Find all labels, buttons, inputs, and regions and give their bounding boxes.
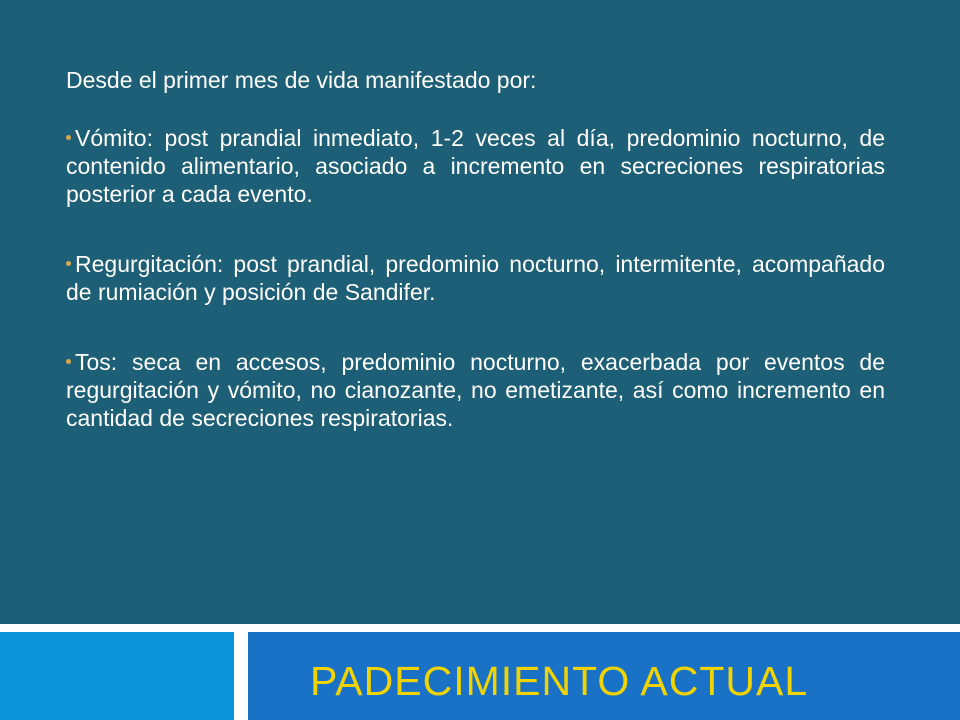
bullet-dot-icon <box>66 135 71 140</box>
bullet-dot-icon <box>66 359 71 364</box>
bullet-dot-icon <box>66 261 71 266</box>
bullet-text: Vómito: post prandial inmediato, 1-2 veces al día, predominio nocturno, de contenido alimentario, asociado a incremento en secreciones respiratorias posterior a cada evento. <box>66 125 885 207</box>
slide-title: PADECIMIENTO ACTUAL <box>310 658 809 704</box>
bullet-list <box>66 124 885 432</box>
bullet-item-vomito <box>66 124 885 208</box>
bullet-text: Tos: seca en accesos, predominio nocturno, exacerbada por eventos de regurgitación y vómito, no cianozante, no emetizante, así como incremento en cantidad de secreciones respiratorias. <box>66 349 885 431</box>
bullet-item-regurgitacion <box>66 250 885 306</box>
bullet-text: Regurgitación: post prandial, predominio nocturno, intermitente, acompañado de rumiación y posición de Sandifer. <box>66 251 885 305</box>
footer-accent-block <box>0 632 234 720</box>
intro-text: Desde el primer mes de vida manifestado por: <box>66 67 537 93</box>
bullet-item-tos <box>66 348 885 432</box>
